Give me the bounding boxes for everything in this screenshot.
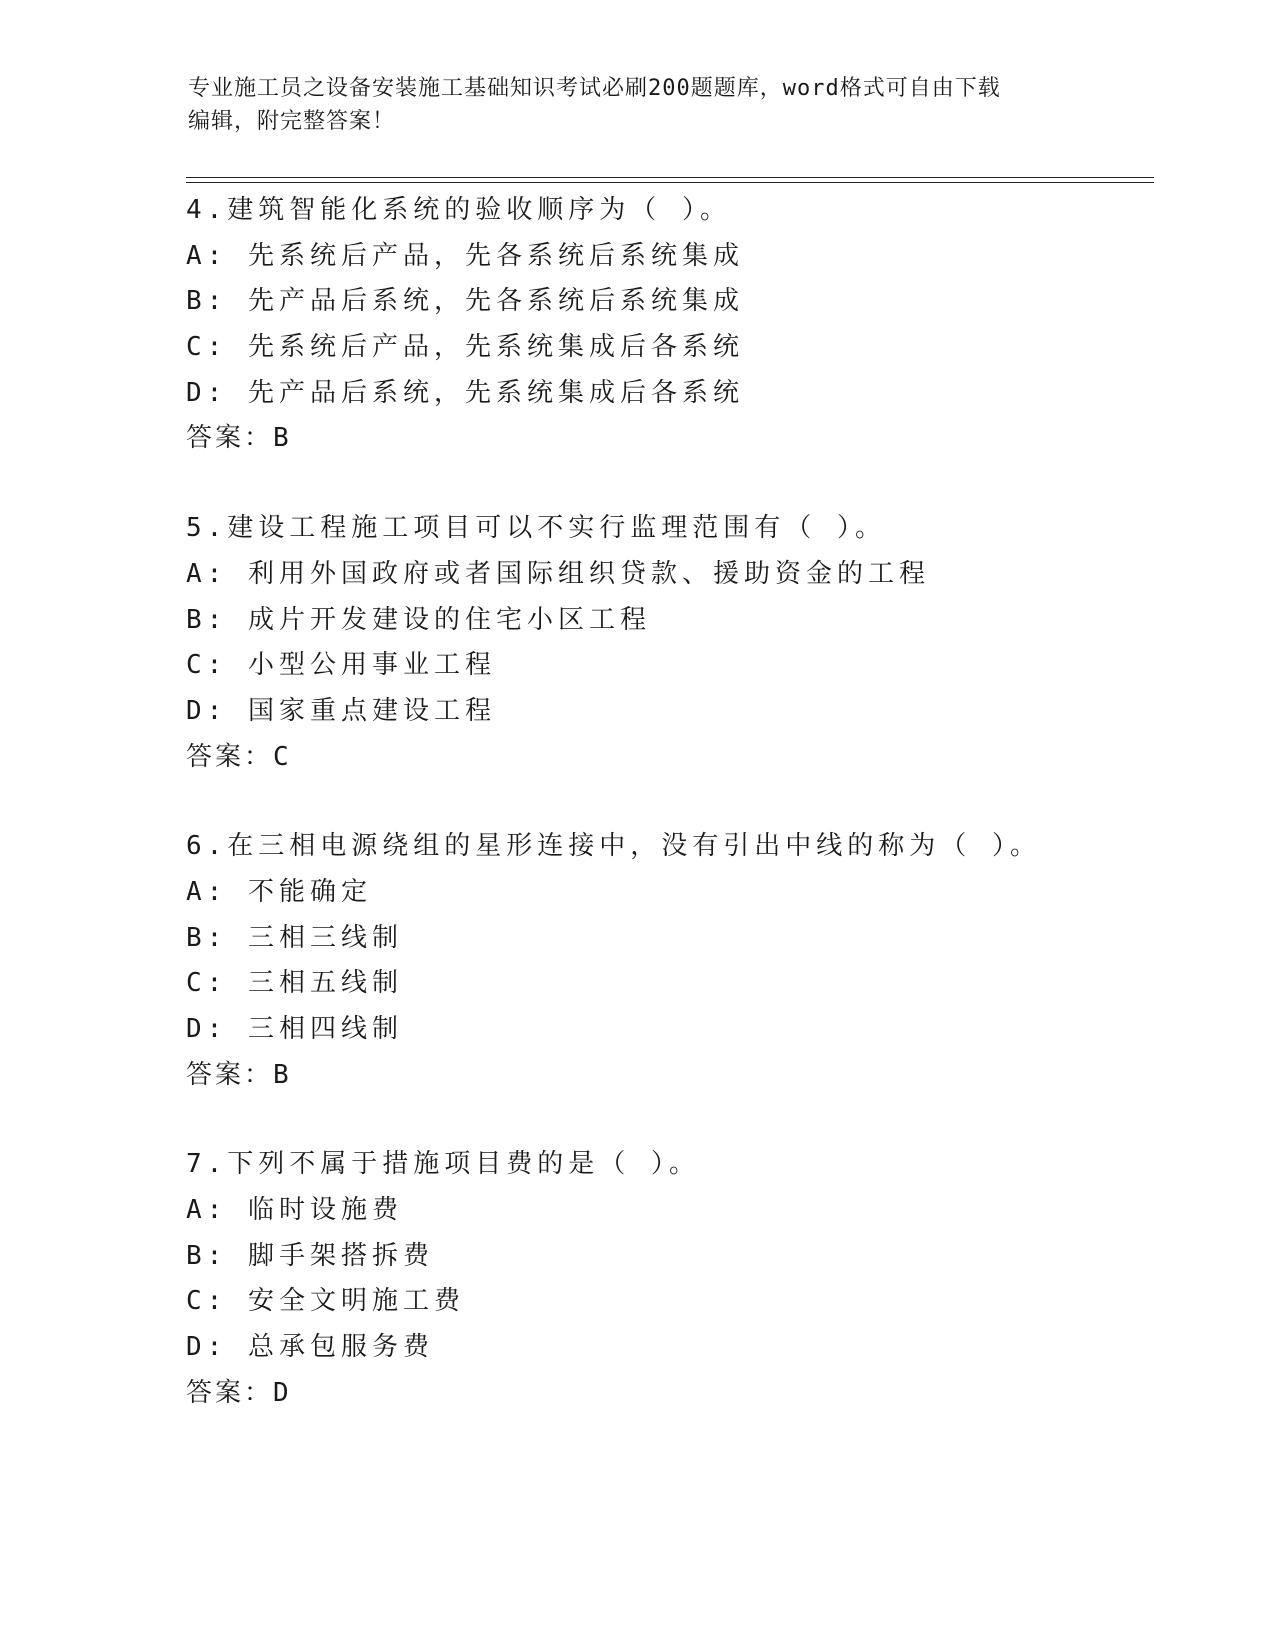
answer-line: 答案：B <box>186 1059 292 1090</box>
option-a: A: 不能确定 <box>186 876 372 907</box>
option-c: C: 先系统后产品，先系统集成后各系统 <box>186 332 744 363</box>
option-c: C: 三相五线制 <box>186 968 403 999</box>
question-stem: 7.下列不属于措施项目费的是（ ）。 <box>186 1149 700 1180</box>
answer-line: 答案：D <box>186 1377 292 1408</box>
question-stem: 5.建设工程施工项目可以不实行监理范围有（ ）。 <box>186 513 886 544</box>
answer-line: 答案：B <box>186 423 292 454</box>
question-stem: 4.建筑智能化系统的验收顺序为（ ）。 <box>186 195 731 225</box>
option-a: A: 利用外国政府或者国际组织贷款、援助资金的工程 <box>186 558 930 589</box>
option-b: B: 成片开发建设的住宅小区工程 <box>186 604 651 635</box>
option-b: B: 先产品后系统，先各系统后系统集成 <box>186 286 744 317</box>
question-stem: 6.在三相电源绕组的星形连接中，没有引出中线的称为（ ）。 <box>186 831 1041 862</box>
header-title-line-2: 编辑，附完整答案！ <box>188 109 396 134</box>
question-4 <box>186 188 1146 462</box>
question-list <box>186 188 1146 1461</box>
option-b: B: 脚手架搭拆费 <box>186 1240 434 1271</box>
option-d: D: 国家重点建设工程 <box>186 695 496 726</box>
option-d: D: 总承包服务费 <box>186 1332 434 1363</box>
option-c: C: 小型公用事业工程 <box>186 650 496 681</box>
header-double-rule <box>186 177 1154 183</box>
question-5 <box>186 506 1146 780</box>
option-d: D: 三相四线制 <box>186 1014 403 1044</box>
option-d: D: 先产品后系统，先系统集成后各系统 <box>186 377 744 408</box>
question-7 <box>186 1142 1146 1416</box>
option-a: A: 临时设施费 <box>186 1195 403 1226</box>
option-b: B: 三相三线制 <box>186 922 403 953</box>
answer-line: 答案：C <box>186 741 292 772</box>
page-header <box>188 72 1088 138</box>
option-a: A: 先系统后产品，先各系统后系统集成 <box>186 240 744 271</box>
header-title-line-1: 专业施工员之设备安装施工基础知识考试必刷200题题库，word格式可自由下载 <box>188 76 1001 101</box>
question-6 <box>186 824 1146 1098</box>
option-c: C: 安全文明施工费 <box>186 1286 465 1317</box>
